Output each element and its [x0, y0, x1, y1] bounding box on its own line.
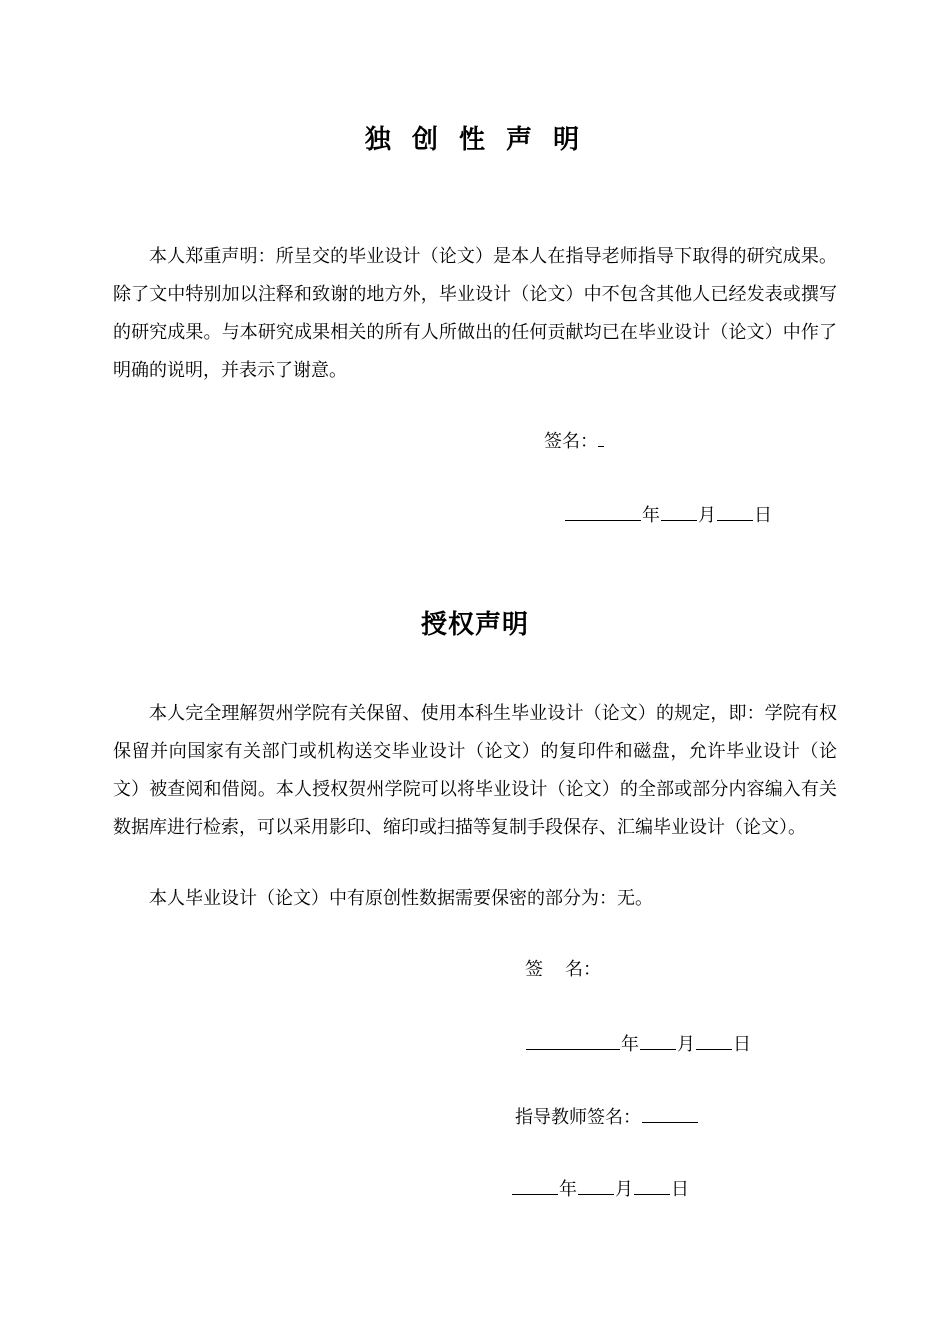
advisor-signature-label: 指导教师签名： — [515, 1107, 641, 1128]
month-label: 月 — [615, 1179, 633, 1200]
authorization-title: 授权声明 — [420, 610, 529, 640]
month-blank[interactable] — [661, 502, 697, 521]
year-blank[interactable] — [526, 1031, 620, 1050]
authorization-date-line — [525, 1031, 751, 1057]
day-blank[interactable] — [696, 1031, 732, 1050]
day-label: 日 — [754, 505, 772, 526]
month-blank[interactable] — [640, 1031, 676, 1050]
month-blank[interactable] — [578, 1176, 614, 1195]
year-label: 年 — [559, 1179, 577, 1200]
year-blank[interactable] — [512, 1176, 558, 1195]
year-blank[interactable] — [565, 502, 641, 521]
signature-label-part2: 名： — [565, 959, 601, 980]
originality-date-line — [564, 502, 772, 528]
confidentiality-statement: 本人毕业设计（论文）中有原创性数据需要保密的部分为：无。 — [149, 888, 653, 909]
authorization-signature-line — [525, 958, 601, 982]
signature-label-part1: 签 — [525, 959, 543, 980]
year-label: 年 — [621, 1034, 639, 1055]
day-label: 日 — [671, 1179, 689, 1200]
month-label: 月 — [677, 1034, 695, 1055]
authorization-statement: 本人完全理解贺州学院有关保留、使用本科生毕业设计（论文）的规定，即：学院有权保留并向国家有关部门或机构送交毕业设计（论文）的复印件和磁盘，允许毕业设计（论文）被查阅和借阅。本人授权贺州学院可以将毕业设计（论文）的全部或部分内容编入有关数据库进行检索，可以采用影印、缩印或扫描等复制手段保存、汇编毕业设计（论文）。 — [113, 703, 837, 838]
month-label: 月 — [698, 505, 716, 526]
advisor-signature-blank[interactable] — [642, 1104, 698, 1123]
year-label: 年 — [642, 505, 660, 526]
day-blank[interactable] — [717, 502, 753, 521]
originality-statement: 本人郑重声明：所呈交的毕业设计（论文）是本人在指导老师指导下取得的研究成果。除了文中特别加以注释和致谢的地方外，毕业设计（论文）中不包含其他人已经发表或撰写的研究成果。与本研究成果相关的所有人所做出的任何贡献均已在毕业设计（论文）中作了明确的说明，并表示了谢意。 — [113, 246, 837, 381]
advisor-signature-line — [515, 1104, 699, 1130]
originality-title: 独 创 性 声 明 — [364, 125, 586, 155]
advisor-date-line — [511, 1176, 689, 1202]
signature-blank[interactable] — [598, 428, 604, 447]
day-blank[interactable] — [634, 1176, 670, 1195]
originality-signature-line — [544, 428, 604, 454]
day-label: 日 — [733, 1034, 751, 1055]
signature-label: 签名： — [544, 431, 598, 452]
